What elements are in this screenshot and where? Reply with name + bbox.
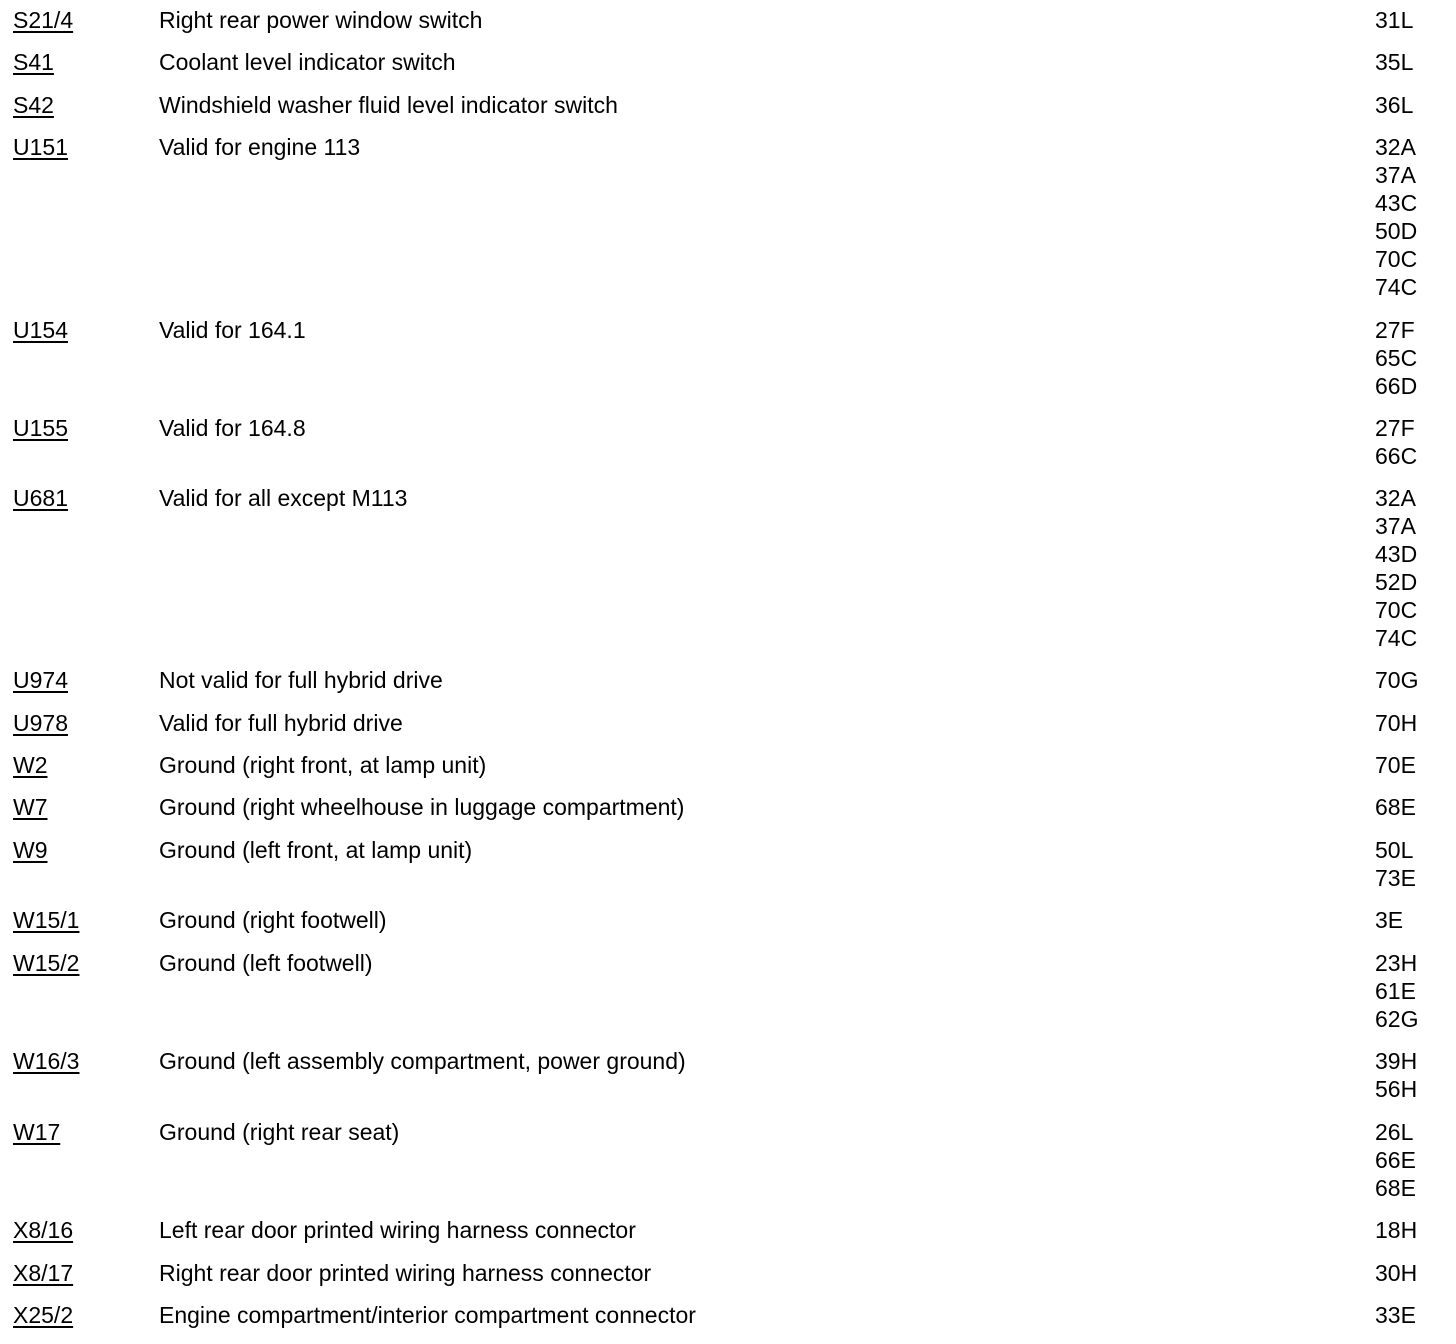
grid-reference: 32A	[1375, 134, 1416, 160]
component-code[interactable]: W9	[13, 837, 48, 863]
grid-reference: 39H	[1375, 1048, 1418, 1074]
grid-reference: 23H	[1375, 950, 1418, 976]
grid-references	[1375, 48, 1413, 76]
component-code[interactable]: W16/3	[13, 1048, 80, 1074]
component-code[interactable]: S21/4	[13, 7, 74, 33]
component-code[interactable]: S41	[13, 49, 54, 75]
component-code[interactable]: U681	[13, 485, 68, 511]
grid-reference: 70C	[1375, 597, 1418, 623]
component-code[interactable]: W7	[13, 794, 48, 820]
grid-reference: 35L	[1375, 49, 1414, 75]
grid-reference: 62G	[1375, 1006, 1419, 1032]
grid-reference: 68E	[1375, 1175, 1416, 1201]
grid-reference: 26L	[1375, 1119, 1414, 1145]
grid-reference: 50D	[1375, 218, 1418, 244]
grid-references	[1375, 709, 1417, 737]
grid-references	[1375, 836, 1416, 892]
component-description: Engine compartment/interior compartment connector	[159, 1302, 696, 1328]
grid-reference: 74C	[1375, 274, 1418, 300]
component-code[interactable]: X8/17	[13, 1260, 74, 1286]
component-description: Valid for 164.8	[159, 415, 306, 441]
grid-references	[1375, 666, 1418, 694]
component-description: Ground (right front, at lamp unit)	[159, 752, 487, 778]
component-code[interactable]: U155	[13, 415, 68, 441]
component-code[interactable]: S42	[13, 92, 54, 118]
grid-references	[1375, 414, 1417, 470]
grid-references	[1375, 1047, 1417, 1103]
grid-reference: 27F	[1375, 317, 1415, 343]
component-description: Right rear power window switch	[159, 7, 483, 33]
component-description: Valid for engine 113	[159, 134, 361, 160]
component-description: Valid for all except M113	[159, 485, 408, 511]
grid-references	[1375, 751, 1416, 779]
grid-references	[1375, 6, 1413, 34]
component-code[interactable]: U154	[13, 317, 68, 343]
grid-reference: 66E	[1375, 1147, 1416, 1173]
grid-references	[1375, 133, 1417, 301]
component-code[interactable]: W17	[13, 1119, 61, 1145]
grid-reference: 37A	[1375, 162, 1416, 188]
grid-reference: 61E	[1375, 978, 1416, 1004]
grid-reference: 66C	[1375, 443, 1418, 469]
component-description: Ground (right rear seat)	[159, 1119, 400, 1145]
grid-reference: 33E	[1375, 1302, 1416, 1328]
grid-reference: 43C	[1375, 190, 1418, 216]
component-description: Ground (left front, at lamp unit)	[159, 837, 473, 863]
component-description: Ground (right footwell)	[159, 907, 387, 933]
grid-references	[1375, 1301, 1416, 1329]
component-code[interactable]: X8/16	[13, 1217, 74, 1243]
component-description: Valid for 164.1	[159, 317, 306, 343]
component-description: Ground (right wheelhouse in luggage compartment)	[159, 794, 685, 820]
grid-reference: 73E	[1375, 865, 1416, 891]
grid-reference: 52D	[1375, 569, 1418, 595]
grid-reference: 70E	[1375, 752, 1416, 778]
grid-reference: 50L	[1375, 837, 1414, 863]
grid-references	[1375, 1259, 1417, 1287]
component-code[interactable]: U978	[13, 710, 68, 736]
grid-reference: 32A	[1375, 485, 1416, 511]
grid-reference: 56H	[1375, 1076, 1418, 1102]
component-code[interactable]: W2	[13, 752, 48, 778]
grid-reference: 27F	[1375, 415, 1415, 441]
grid-reference: 37A	[1375, 513, 1416, 539]
grid-references	[1375, 1216, 1417, 1244]
grid-references	[1375, 906, 1403, 934]
component-description: Ground (left footwell)	[159, 950, 373, 976]
component-description: Windshield washer fluid level indicator switch	[159, 92, 618, 118]
grid-references	[1375, 484, 1417, 652]
component-description: Coolant level indicator switch	[159, 49, 456, 75]
component-description: Not valid for full hybrid drive	[159, 667, 443, 693]
grid-reference: 30H	[1375, 1260, 1418, 1286]
grid-reference: 70C	[1375, 246, 1418, 272]
component-description: Right rear door printed wiring harness connector	[159, 1260, 652, 1286]
grid-references	[1375, 316, 1417, 400]
component-description: Left rear door printed wiring harness connector	[159, 1217, 636, 1243]
grid-reference: 66D	[1375, 373, 1418, 399]
component-code[interactable]: U151	[13, 134, 68, 160]
grid-reference: 68E	[1375, 794, 1416, 820]
grid-reference: 31L	[1375, 7, 1414, 33]
grid-references	[1375, 1118, 1416, 1202]
grid-reference: 43D	[1375, 541, 1418, 567]
grid-reference: 70G	[1375, 667, 1419, 693]
grid-references	[1375, 949, 1418, 1033]
component-description: Ground (left assembly compartment, power ground)	[159, 1048, 686, 1074]
component-code[interactable]: W15/2	[13, 950, 80, 976]
grid-reference: 3E	[1375, 907, 1404, 933]
component-code[interactable]: W15/1	[13, 907, 80, 933]
grid-reference: 18H	[1375, 1217, 1418, 1243]
grid-reference: 36L	[1375, 92, 1414, 118]
grid-reference: 74C	[1375, 625, 1418, 651]
grid-reference: 65C	[1375, 345, 1418, 371]
component-description: Valid for full hybrid drive	[159, 710, 403, 736]
component-code[interactable]: X25/2	[13, 1302, 74, 1328]
grid-references	[1375, 793, 1416, 821]
component-code[interactable]: U974	[13, 667, 68, 693]
grid-reference: 70H	[1375, 710, 1418, 736]
grid-references	[1375, 91, 1413, 119]
